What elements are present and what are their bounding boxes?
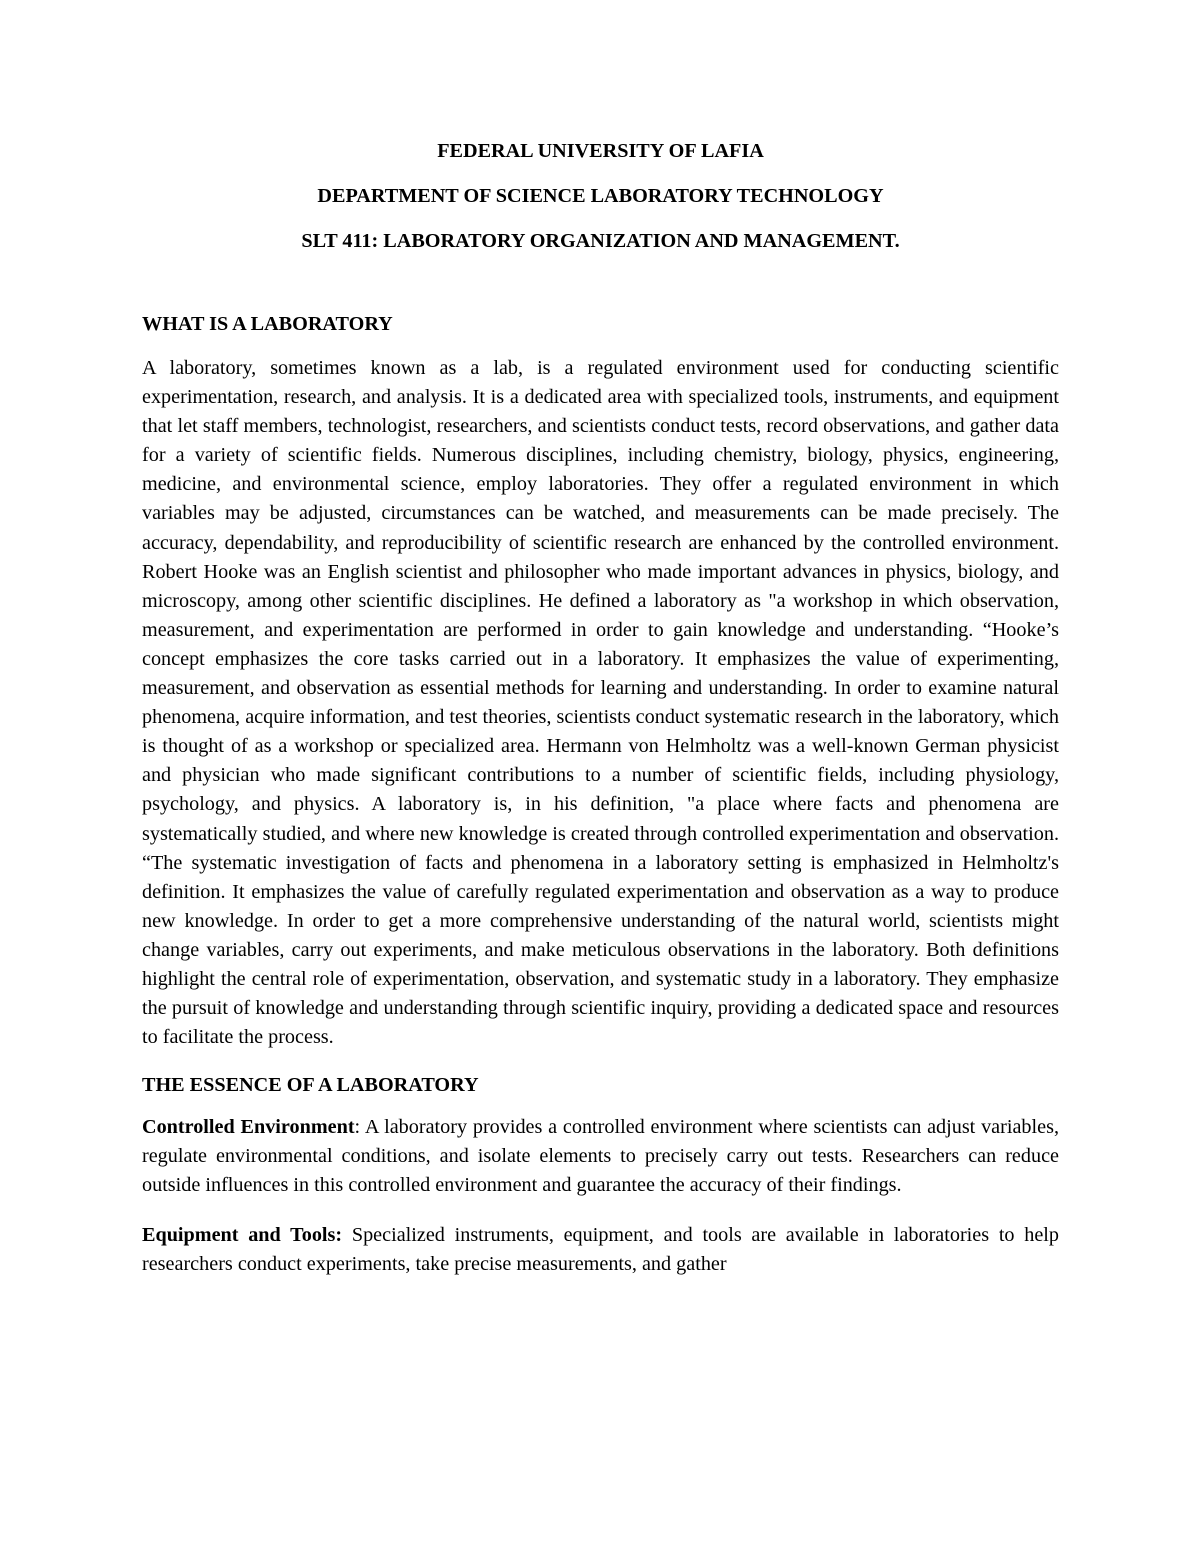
university-name: FEDERAL UNIVERSITY OF LAFIA [437,140,764,162]
essence-description: A laboratory provides a controlled environment where scientists can adjust variables, regulate environmental conditions, and isolate elements to precisely carry out tests. Researchers can reduce outside influences in this controlled environment and guarantee the accuracy of their findings. [142,1116,1059,1197]
essence-term: Controlled Environment [142,1116,355,1139]
essence-item-controlled-environment [142,1113,1059,1200]
essence-item-equipment-and-tools [142,1221,1059,1279]
section-heading-essence-of-a-laboratory: THE ESSENCE OF A LABORATORY [142,1074,479,1097]
department-name: DEPARTMENT OF SCIENCE LABORATORY TECHNOLOGY [317,185,884,207]
essence-term: Equipment and Tools: [142,1223,343,1246]
course-title: SLT 411: LABORATORY ORGANIZATION AND MANAGEMENT. [301,230,900,252]
essence-description: Specialized instruments, equipment, and tools are available in laboratories to help researchers conduct experiments, take precise measurements, and gather [142,1223,1060,1275]
essence-separator: : [354,1116,365,1139]
document-header [142,140,1059,252]
laboratory-definition-paragraph: A laboratory, sometimes known as a lab, is a regulated environment used for conducting scientific experimentation, research, and analysis. It is a dedicated area with specialized tools, instruments, and equipment that let staff members, technologist, researchers, and scientists conduct tests, record observations, and gather data for a variety of scientific fields. Numerous disciplines, including chemistry, biology, physics, engineering, medicine, and environmental science, employ laboratories. They offer a regulated environment in which variables may be adjusted, circumstances can be watched, and measurements can be made precisely. The accuracy, dependability, and reproducibility of scientific research are enhanced by the controlled environment. Robert Hooke was an English scientist and philosopher who made important advances in physics, biology, and microscopy, among other scientific disciplines. He defined a laboratory as "a workshop in which observation, measurement, and experimentation are performed in order to gain knowledge and understanding. “Hooke’s concept emphasizes the core tasks carried out in a laboratory. It emphasizes the value of experimenting, measurement, and observation as essential methods for learning and understanding. In order to examine natural phenomena, acquire information, and test theories, scientists conduct systematic research in the laboratory, which is thought of as a workshop or specialized area. Hermann von Helmholtz was a well-known German physicist and physician who made significant contributions to a number of scientific fields, including physiology, psychology, and physics. A laboratory is, in his definition, "a place where facts and phenomena are systematically studied, and where new knowledge is created through controlled experimentation and observation. “The systematic investigation of facts and phenomena in a laboratory setting is emphasized in Helmholtz's definition. It emphasizes the value of carefully regulated experimentation and observation as a way to produce new knowledge. In order to get a more comprehensive understanding of the natural world, scientists might change variables, carry out experiments, and make meticulous observations in the laboratory. Both definitions highlight the central role of experimentation, observation, and systematic study in a laboratory. They emphasize the pursuit of knowledge and understanding through scientific inquiry, providing a dedicated space and resources to facilitate the process. [142,357,1059,1049]
section-heading-what-is-a-laboratory: WHAT IS A LABORATORY [142,313,393,335]
essence-separator [342,1224,352,1246]
document-page [142,140,1059,1279]
